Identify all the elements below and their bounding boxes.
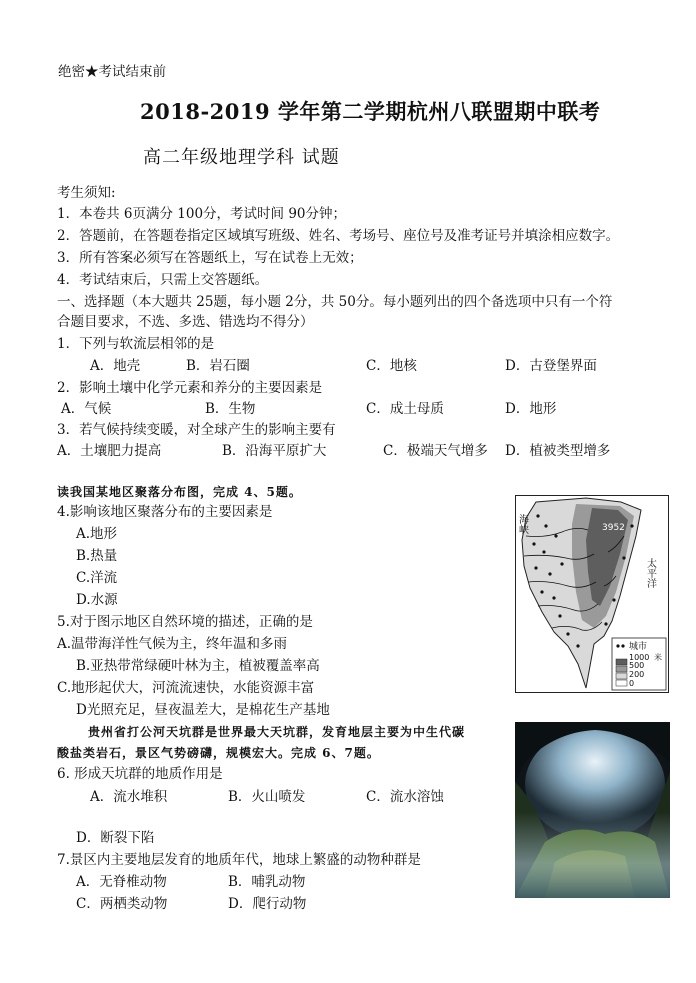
- exam-subtitle: 高二年级地理学科 试题: [143, 147, 340, 168]
- q4-option-b: B.热量: [76, 548, 118, 564]
- settlement-map: [515, 495, 669, 693]
- q1-option-c: C．地核: [366, 358, 417, 374]
- map-legend: [612, 638, 666, 690]
- q6-option-c: C．流水溶蚀: [366, 789, 444, 805]
- question-1-stem: 1．下列与软流层相邻的是: [57, 336, 215, 352]
- question-6-stem: 6. 形成天坑群的地质作用是: [57, 766, 223, 782]
- q5-option-a: A.温带海洋性气候为主，终年温和多雨: [57, 636, 288, 652]
- q3-option-d: D．植被类型增多: [505, 443, 611, 459]
- q5-option-b: B.亚热带常绿硬叶林为主，植被覆盖率高: [76, 658, 320, 674]
- photo-drawing: [515, 722, 670, 898]
- q2-option-c: C．成土母质: [366, 401, 444, 417]
- question-3-stem: 3．若气候持续变暖，对全球产生的影响主要有: [57, 422, 336, 438]
- notice-heading: 考生须知:: [57, 185, 116, 201]
- q3-option-c: C．极端天气增多: [383, 443, 488, 459]
- q3-option-b: B．沿海平原扩大: [222, 443, 327, 459]
- map-drawing: [516, 496, 668, 692]
- q7-option-d: D．爬行动物: [228, 896, 307, 912]
- q7-option-c: C．两栖类动物: [76, 896, 168, 912]
- peak-label: 3952: [602, 523, 625, 533]
- q5-option-c: C.地形起伏大，河流流速快，水能资源丰富: [57, 680, 315, 696]
- question-5-stem: 5.对于图示地区自然环境的描述，正确的是: [57, 614, 313, 630]
- sea-right-label: 太平洋: [644, 558, 656, 588]
- q7-option-b: B．哺乳动物: [228, 874, 306, 890]
- question-2-stem: 2．影响土壤中化学元素和养分的主要因素是: [57, 380, 323, 396]
- q2-option-a: A．气候: [61, 401, 112, 417]
- section-heading-cont: 合题目要求，不选、多选、错选均不得分）: [57, 314, 314, 330]
- q3-option-a: A．土壤肥力提高: [57, 443, 162, 459]
- reading-instruction: 贵州省打公河天坑群是世界最大天坑群，发育地层主要为中生代碳: [88, 725, 466, 739]
- q4-option-c: C.洋流: [76, 570, 118, 586]
- notice-item: 3．所有答案必须写在答题纸上，写在试卷上无效；: [57, 250, 363, 266]
- sea-left-label: 海峡: [516, 514, 528, 534]
- reading-instruction-cont: 酸盐类岩石，景区气势磅礴，规模宏大。完成 6、7题。: [57, 746, 380, 760]
- q4-option-a: A.地形: [76, 526, 118, 542]
- svg-text:0: 0: [629, 679, 635, 688]
- exam-title: 2018-2019 学年第二学期杭州八联盟期中联考: [140, 99, 601, 124]
- q5-option-d: D光照充足，昼夜温差大，是棉花生产基地: [76, 702, 330, 718]
- sinkhole-photo: [515, 722, 670, 898]
- question-4-stem: 4.影响该地区聚落分布的主要因素是: [57, 504, 273, 520]
- svg-text:米: 米: [654, 653, 662, 662]
- notice-item: 2．答题前，在答题卷指定区域填写班级、姓名、考场号、座位号及准考证号并填涂相应数字。: [57, 228, 620, 244]
- question-7-stem: 7.景区内主要地层发育的地质年代，地球上繁盛的动物种群是: [57, 852, 421, 868]
- svg-text:1000: 1000: [629, 653, 650, 662]
- svg-text:城市: 城市: [629, 642, 648, 652]
- secret-label: 绝密★考试结束前: [58, 64, 166, 80]
- q2-option-d: D．地形: [505, 401, 557, 417]
- q1-option-a: A．地壳: [90, 358, 141, 374]
- q1-option-d: D．古登堡界面: [505, 358, 597, 374]
- svg-text:200: 200: [629, 670, 645, 679]
- svg-text:500: 500: [629, 661, 645, 670]
- section-heading: 一、选择题（本大题共 25题，每小题 2分，共 50分。每小题列出的四个备选项中只有一个符: [57, 294, 613, 310]
- q6-option-d: D．断裂下陷: [76, 830, 155, 846]
- notice-item: 4．考试结束后，只需上交答题纸。: [57, 272, 269, 288]
- q7-option-a: A．无脊椎动物: [76, 874, 167, 890]
- q4-option-d: D.水源: [76, 592, 118, 608]
- notice-item: 1．本卷共 6页满分 100分，考试时间 90分钟；: [57, 206, 346, 222]
- q6-option-a: A．流水堆积: [90, 789, 168, 805]
- reading-instruction: 读我国某地区聚落分布图，完成 4、5题。: [57, 485, 302, 499]
- q1-option-b: B．岩石圈: [186, 358, 250, 374]
- q2-option-b: B．生物: [205, 401, 256, 417]
- q6-option-b: B．火山喷发: [228, 789, 306, 805]
